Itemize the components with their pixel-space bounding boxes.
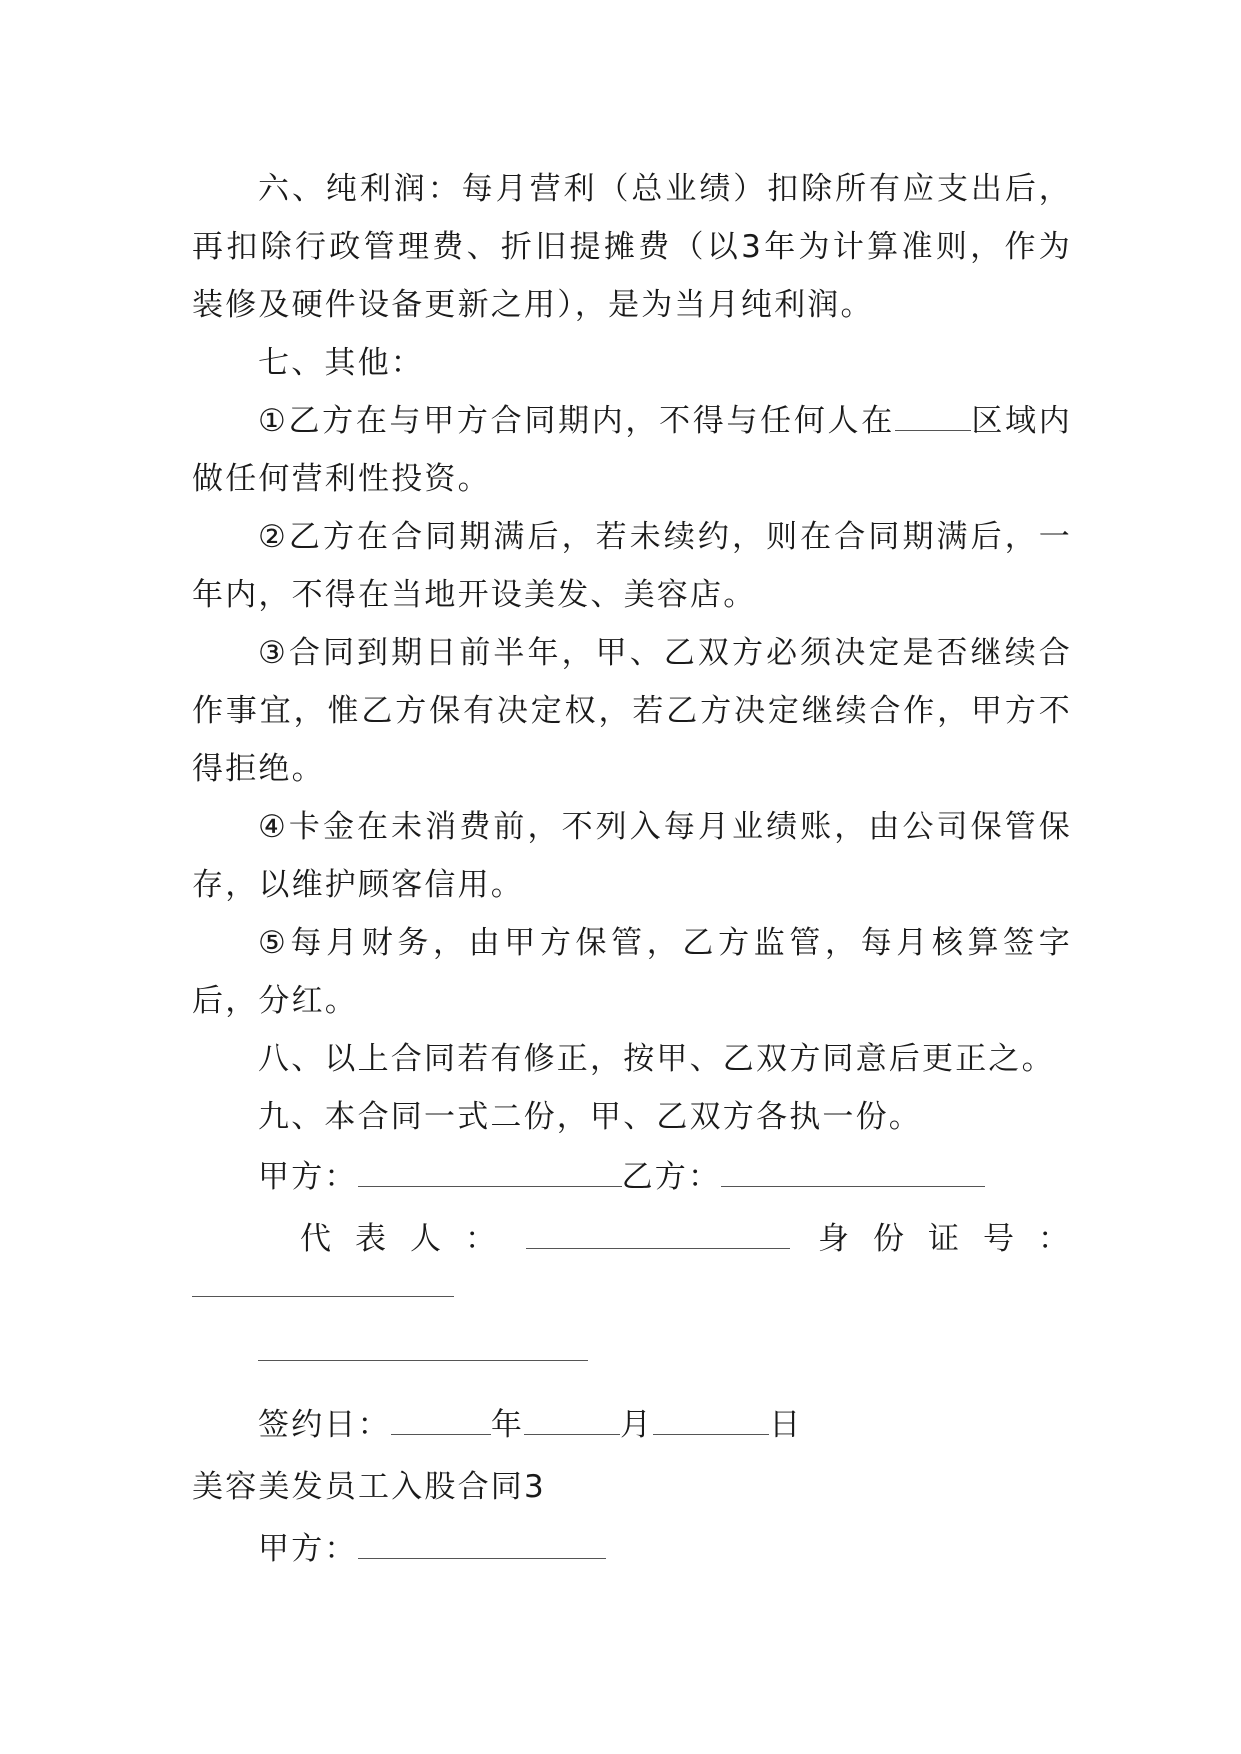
sign-date-line [258,1396,802,1454]
representative-blank [526,1226,790,1249]
next-section-title: 美容美发员工入股合同3 [192,1469,546,1505]
id-number-blank [192,1296,454,1297]
month-blank [524,1412,620,1435]
month-label: 月 [620,1407,654,1443]
day-label: 日 [769,1407,803,1443]
party-a-blank [358,1164,622,1187]
year-label: 年 [490,1407,525,1443]
day-blank [653,1412,769,1435]
clause-other-1-before: ①乙方在与甲方合同期内，不得与任何人在 [258,403,895,439]
party-b-label: 乙方： [621,1159,722,1195]
region-blank [895,408,971,431]
clause-other-5: ⑤每月财务，由甲方保管，乙方监管，每月核算签字后，分红。 [192,925,1072,1019]
sign-date-label: 签约日： [258,1407,391,1443]
clause-amendment: 八、以上合同若有修正，按甲、乙双方同意后更正之。 [258,1041,1055,1077]
year-blank [391,1412,491,1435]
extra-blank-line [258,1360,588,1361]
clause-other-1-after: 区域内做任何营利性投资。 [192,403,1072,497]
clause-other-1 [192,392,1072,508]
party-signature-line [258,1148,985,1206]
clause-other-3: ③合同到期日前半年，甲、乙双方必须决定是否继续合作事宜，惟乙方保有决定权，若乙方决定继续合作，甲方不得拒绝。 [192,635,1072,787]
representative-label: 代表人： [300,1221,520,1257]
id-number-label: 身份证号： [818,1221,1093,1257]
party-a-label: 甲方： [258,1159,358,1195]
party-b-blank [721,1164,985,1187]
clause-copies: 九、本合同一式二份，甲、乙双方各执一份。 [258,1099,922,1135]
clause-other-heading: 七、其他： [258,345,424,381]
clause-other-4: ④卡金在未消费前，不列入每月业绩账，由公司保管保存，以维护顾客信用。 [192,809,1072,903]
next-party-a-label: 甲方： [258,1531,358,1567]
clause-other-2: ②乙方在合同期满后，若未续约，则在合同期满后，一年内，不得在当地开设美发、美容店。 [192,519,1072,613]
contract-body [192,160,1072,1146]
next-party-a-line [258,1520,606,1578]
representative-line [300,1210,1093,1268]
next-party-a-blank [358,1536,606,1559]
clause-net-profit: 六、纯利润：每月营利（总业绩）扣除所有应支出后，再扣除行政管理费、折旧提摊费（以3年为计算准则，作为装修及硬件设备更新之用），是为当月纯利润。 [192,171,1072,323]
